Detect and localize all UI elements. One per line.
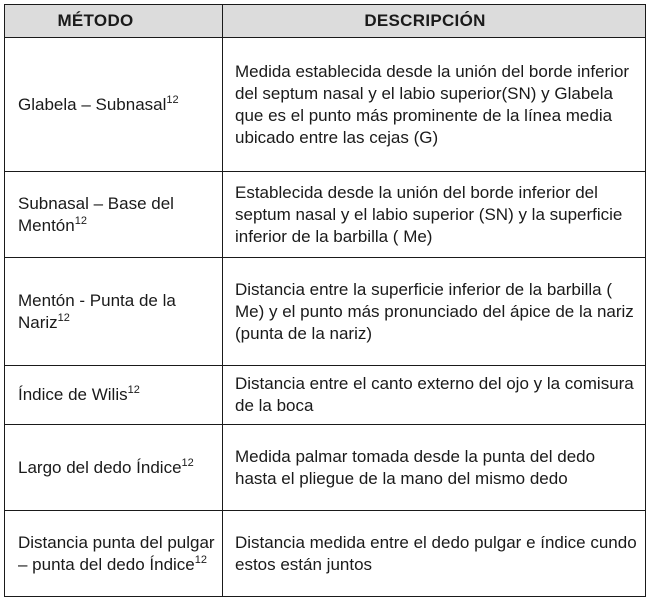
table-row [5,366,646,425]
description-cell: Distancia medida entre el dedo pulgar e índice cundo estos están juntos [223,511,646,597]
table-row [5,38,646,172]
method-name: Distancia punta del pulgar – punta del dedo Índice [18,532,215,574]
table-header [5,5,646,38]
header-method: MÉTODO [5,5,223,38]
reference-superscript: 12 [194,553,208,566]
table-row [5,425,646,511]
method-name: Glabela – Subnasal [18,94,167,114]
description-cell: Establecida desde la unión del borde inferior del septum nasal y el labio superior (SN) y la superficie inferior de la barbilla ( Me) [223,172,646,258]
header-row [5,5,646,38]
table-container [4,4,645,597]
description-cell: Distancia entre la superficie inferior de la barbilla ( Me) y el punto más pronunciado del ápice de la nariz (punta de la nariz) [223,258,646,366]
description-cell: Medida palmar tomada desde la punta del dedo hasta el pliegue de la mano del mismo dedo [223,425,646,511]
method-cell [5,366,223,425]
description-cell: Distancia entre el canto externo del ojo y la comisura de la boca [223,366,646,425]
table-row [5,511,646,597]
table-row [5,258,646,366]
method-name: Largo del dedo Índice [18,457,182,477]
header-description: DESCRIPCIÓN [223,5,646,38]
method-cell [5,425,223,511]
table-body [5,38,646,597]
reference-superscript: 12 [166,93,179,106]
methods-table [4,4,646,597]
method-name: Mentón - Punta de la Nariz [18,290,176,332]
method-cell [5,38,223,172]
reference-superscript: 12 [127,384,140,396]
reference-superscript: 12 [181,456,194,469]
method-name: Subnasal – Base del Mentón [18,193,174,235]
method-cell [5,172,223,258]
method-cell [5,258,223,366]
method-name: Índice de Wilis [18,385,128,404]
method-cell [5,511,223,597]
reference-superscript: 12 [57,311,70,324]
table-row [5,172,646,258]
description-cell: Medida establecida desde la unión del borde inferior del septum nasal y el labio superior(SN) y Glabela que es el punto más prominente de la línea media ubicado entre las cejas (G) [223,38,646,172]
reference-superscript: 12 [74,214,87,227]
